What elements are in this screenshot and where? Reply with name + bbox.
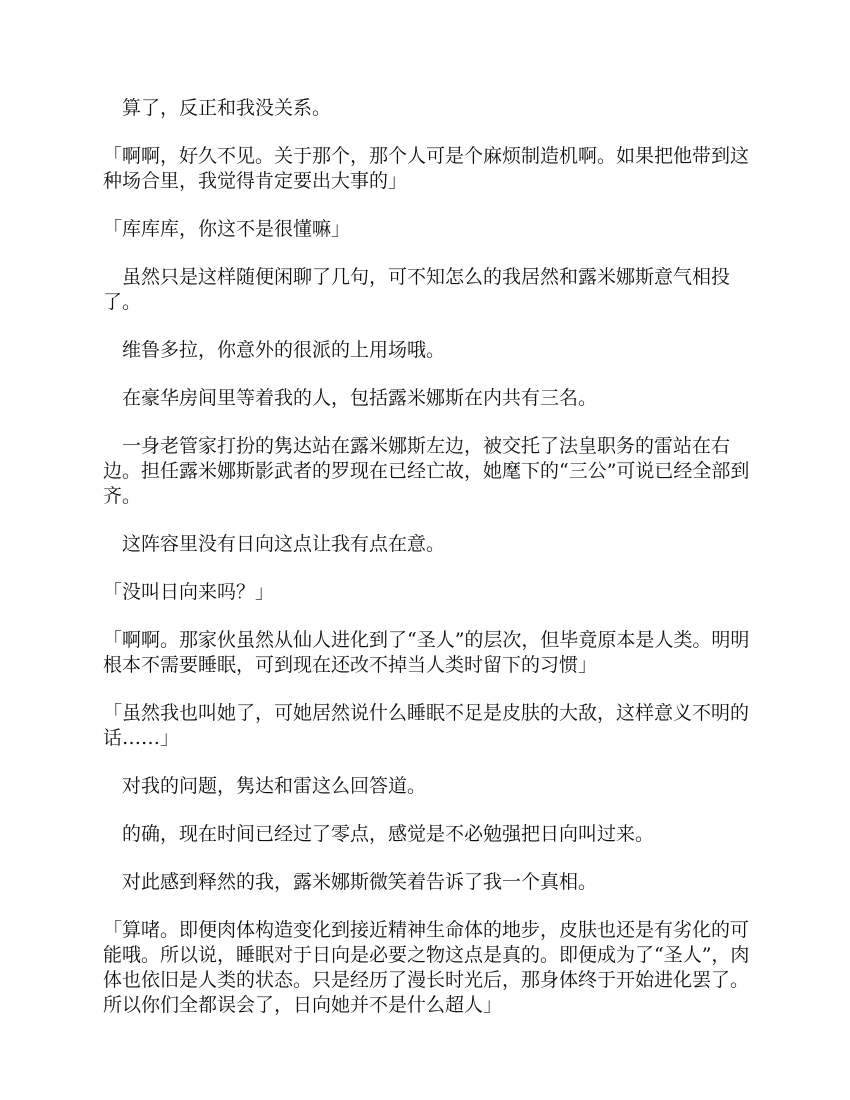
- paragraph-10: 「啊啊。那家伙虽然从仙人进化到了“圣人”的层次，但毕竟原本是人类。明明根本不需要睡眠，可到现在还改不掉当人类时留下的习惯」: [103, 629, 750, 676]
- paragraph-9: 「没叫日向来吗？」: [103, 581, 275, 603]
- paragraph-15: 「算啫。即便肉体构造变化到接近精神生命体的地步，皮肤也还是有劣化的可能哦。所以说，睡眠对于日向是必要之物这点是真的。即便成为了“圣人”，肉体也依旧是人类的状态。只是经历了漫长时光后，那身体终于开始进化罢了。所以你们全都误会了，日向她并不是什么超人」: [103, 919, 750, 1016]
- paragraph-1: 算了，反正和我没关系。: [103, 97, 332, 119]
- paragraph-13: 的确，现在时间已经过了零点，感觉是不必勉强把日向叫过来。: [103, 823, 655, 845]
- paragraph-6: 在豪华房间里等着我的人，包括露米娜斯在内共有三名。: [103, 387, 598, 409]
- paragraph-4: 虽然只是这样随便闲聊了几句，可不知怎么的我居然和露米娜斯意气相投了。: [103, 266, 731, 313]
- paragraph-5: 维鲁多拉，你意外的很派的上用场哦。: [103, 339, 446, 361]
- document-page: [103, 96, 753, 1041]
- paragraph-8: 这阵容里没有日向这点让我有点在意。: [103, 533, 446, 555]
- paragraph-7: 一身老管家打扮的隽达站在露米娜斯左边，被交托了法皇职务的雷站在右边。担任露米娜斯影武者的罗现在已经亡故，她麾下的“三公”可说已经全部到齐。: [103, 435, 750, 507]
- paragraph-2: 「啊啊，好久不见。关于那个，那个人可是个麻烦制造机啊。如果把他带到这种场合里，我觉得肯定要出大事的」: [103, 145, 750, 192]
- paragraph-14: 对此感到释然的我，露米娜斯微笑着告诉了我一个真相。: [103, 871, 598, 893]
- paragraph-3: 「库库库，你这不是很懂嘛」: [103, 218, 351, 240]
- paragraph-11: 「虽然我也叫她了，可她居然说什么睡眠不足是皮肤的大敌，这样意义不明的话……」: [103, 702, 750, 749]
- paragraph-12: 对我的问题，隽达和雷这么回答道。: [103, 775, 427, 797]
